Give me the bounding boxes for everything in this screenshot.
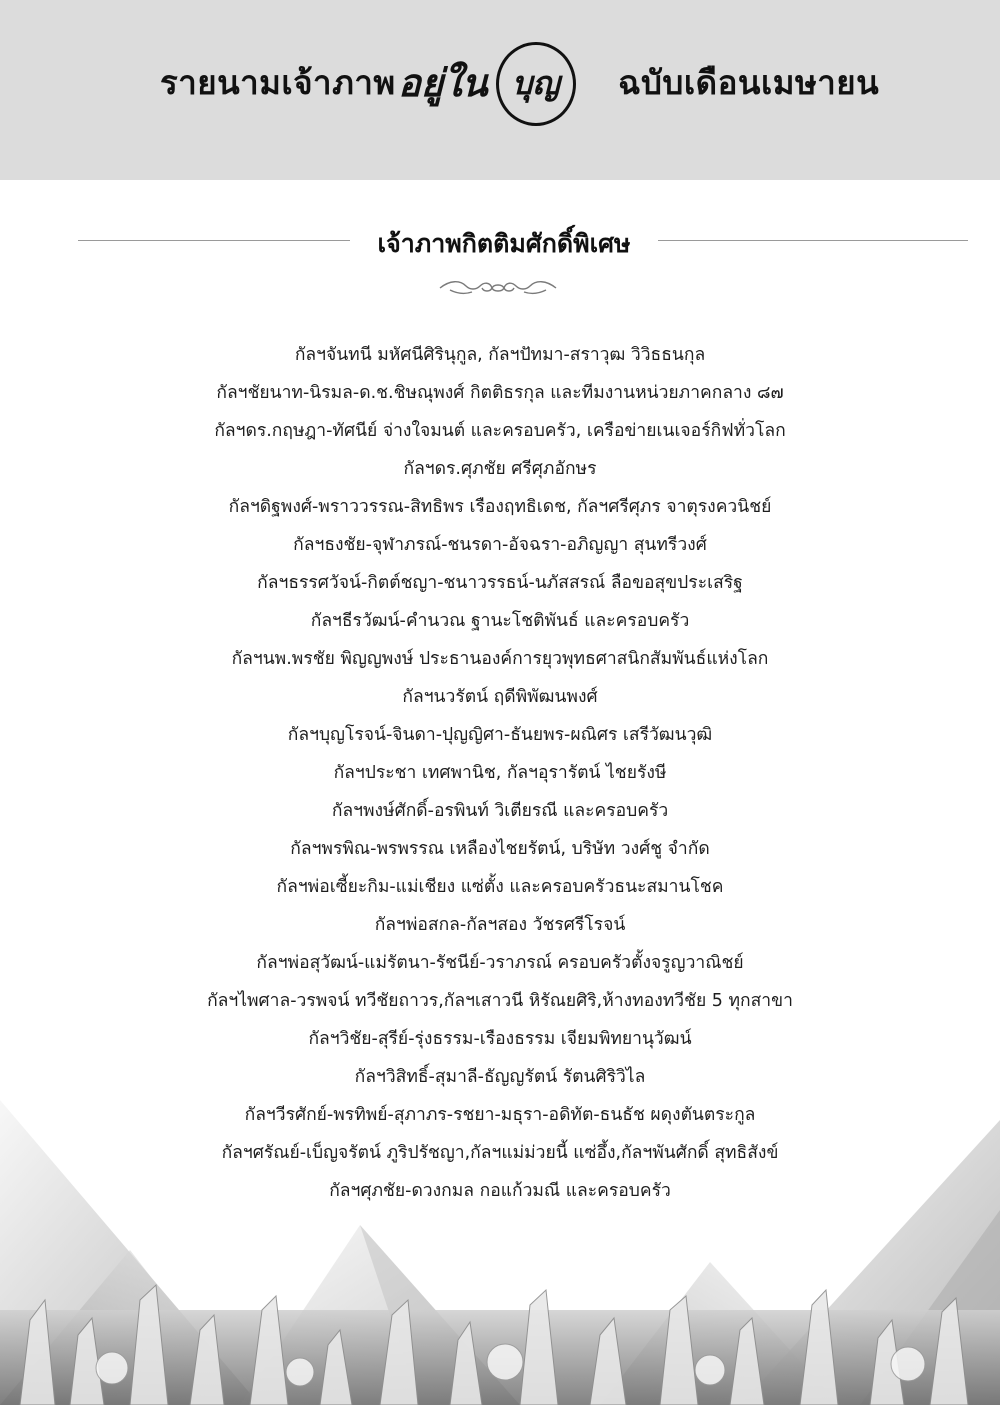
- donor-line: กัลฯวีรศักย์-พรทิพย์-สุภาภร-รชยา-มธุรา-อดิทัต-ธนธัช ผดุงตันตระกูล: [244, 1105, 756, 1125]
- heading-rule-right: [658, 240, 968, 241]
- donor-line: กัลฯวิสิทธิ์-สุมาลี-ธัญญรัตน์ รัตนศิริวิไล: [354, 1067, 646, 1087]
- donor-line: กัลฯศรัณย์-เบ็ญจรัตน์ ภูริปรัชญา,กัลฯแม่ม่วยนี้ แซ่อึ้ง,กัลฯพันศักดิ์ สุทธิสังข์: [221, 1143, 779, 1163]
- donor-line: กัลฯพ่อสุวัฒน์-แม่รัตนา-รัชนีย์-วราภรณ์ ครอบครัวตั้งจรูญวาณิชย์: [256, 953, 744, 973]
- donor-line: กัลฯนพ.พรชัย พิญญพงษ์ ประธานองค์การยุวพุทธศาสนิกสัมพันธ์แห่งโลก: [231, 649, 769, 669]
- logo-text-1: อยู่ใน: [398, 60, 488, 105]
- donor-line: กัลฯพ่อเซี้ยะกิม-แม่เชียง แซ่ตั้ง และครอบครัวธนะสมานโชค: [276, 877, 724, 897]
- donor-line: กัลฯชัยนาท-นิรมล-ด.ช.ชิษณุพงศ์ กิตติธรกุล และทีมงานหน่วยภาคกลาง ๘๗: [216, 383, 784, 403]
- donor-line: กัลฯนวรัตน์ ฤดีพิพัฒนพงศ์: [402, 687, 598, 707]
- logo-text-2: บุญ: [512, 64, 560, 102]
- header-right-title: ฉบับเดือนเมษายน: [618, 63, 880, 102]
- donor-line: กัลฯธงชัย-จุฬาภรณ์-ชนรดา-อัจฉรา-อภิญญา สุนทรีวงศ์: [293, 535, 707, 555]
- donor-line: กัลฯธีรวัฒน์-คำนวณ ฐานะโชติพันธ์ และครอบครัว: [310, 611, 690, 631]
- header-left-title: รายนามเจ้าภาพ: [160, 63, 396, 102]
- donor-line: กัลฯดร.กฤษฎา-ทัศนีย์ จ่างใจมนต์ และครอบครัว, เครือข่ายเนเจอร์กิฟทั่วโลก: [214, 421, 786, 441]
- donor-line: กัลฯดิฐพงศ์-พราววรรณ-สิทธิพร เรืองฤทธิเดช, กัลฯศรีศุภร จาตุรงควนิชย์: [228, 497, 772, 517]
- page-header: [0, 0, 1000, 180]
- donor-line: กัลฯวิชัย-สุรีย์-รุ่งธรรม-เรืองธรรม เจียมพิทยานุวัฒน์: [308, 1029, 692, 1049]
- donor-line: กัลฯประชา เทศพานิช, กัลฯอุรารัตน์ ไชยรังษี: [333, 763, 667, 783]
- section-heading: [78, 222, 968, 262]
- heading-rule-left: [78, 240, 350, 241]
- donor-line: กัลฯบุญโรจน์-จินดา-ปุญญิศา-ธันยพร-ผณิศร เสรีวัฒนวุฒิ: [287, 725, 713, 745]
- donor-line: กัลฯดร.ศุภชัย ศรีศุภอักษร: [403, 459, 597, 479]
- donor-line: กัลฯพงษ์ศักดิ์-อรพินท์ วิเตียรณี และครอบครัว: [331, 801, 669, 821]
- donor-line: กัลฯธรรศวัจน์-กิตต์ชญา-ชนาวรรธน์-นภัสสรณ์ ลือขอสุขประเสริฐ: [257, 573, 743, 593]
- donor-line: กัลฯพรพิณ-พรพรรณ เหลืองไชยรัตน์, บริษัท วงศ์ชู จำกัด: [290, 839, 710, 859]
- donor-line: กัลฯศุภชัย-ดวงกมล กอแก้วมณี และครอบครัว: [329, 1181, 671, 1201]
- donor-line: กัลฯไพศาล-วรพจน์ ทวีชัยถาวร,กัลฯเสาวนี หิรัณยศิริ,ห้างทองทวีชัย 5 ทุกสาขา: [207, 991, 793, 1011]
- flourish-ornament-icon: [436, 278, 560, 298]
- magazine-logo: [392, 36, 614, 136]
- section-title: เจ้าภาพกิตติมศักดิ์พิเศษ: [377, 229, 631, 258]
- donor-line: กัลฯพ่อสกล-กัลฯสอง วัชรศรีโรจน์: [374, 915, 626, 935]
- crystal-pyramids-background-art: [0, 1000, 1000, 1405]
- donor-line: กัลฯจันทนี มหัศนีศิรินุกูล, กัลฯปัทมา-สราวุฒ วิวิธธนกุล: [294, 345, 706, 365]
